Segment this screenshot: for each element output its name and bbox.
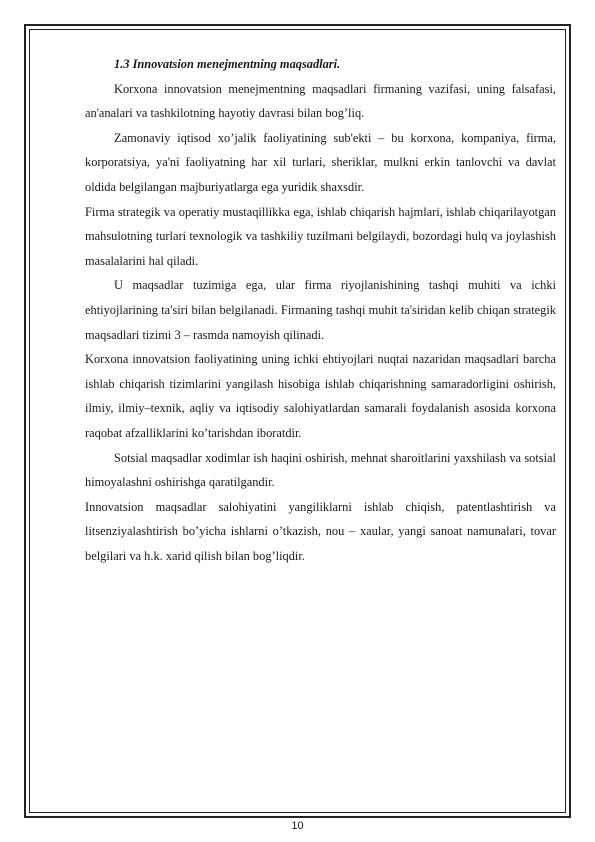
section-heading: 1.3 Innovatsion menejmentning maqsadlari. [114, 57, 341, 71]
document-body [85, 52, 556, 568]
paragraph-4: U maqsadlar tuzimiga ega, ular firma riyojlanishining tashqi muhiti va ichki ehtiyojlarining ta'siri bilan belgilanadi. Firmaning tashqi muhit ta'siridan kelib chiqan strategik maqsadlari tizimi 3 – rasmda namoyish qilinadi. [85, 278, 556, 342]
paragraph-3: Firma strategik va operatiy mustaqillikka ega, ishlab chiqarish hajmlari, ishlab chiqarilayotgan mahsulotning turlari texnologik va tashkiliy tuzilmani belgilaydi, bozordagi hulq va joylashish masalalarini hal qiladi. [85, 204, 556, 268]
paragraph-6: Sotsial maqsadlar xodimlar ish haqini oshirish, mehnat sharoitlarini yaxshilash va sotsial himoyalashni oshirishga qaratilgandir. [85, 450, 556, 490]
paragraph-2: Zamonaviy iqtisod xo’jalik faoliyatining sub'ekti – bu korxona, kompaniya, firma, korporatsiya, ya'ni faoliyatning har xil turlari, sheriklar, mulkni erkin tanlovchi va davlat oldida belgilangan majburiyatlarga ega yuridik shaxsdir. [85, 130, 556, 194]
paragraph-7: Innovatsion maqsadlar salohiyatini yangiliklarni ishlab chiqish, patentlashtirish va litsenziyalashtirish bo’yicha ishlarni o’tkazish, nou – xaular, yangi sanoat namunalari, tovar belgilari va h.k. xarid qilish bilan bog’liqdir. [85, 499, 556, 563]
page-number: 10 [291, 820, 304, 832]
paragraph-1: Korxona innovatsion menejmentning maqsadlari firmaning vazifasi, uning falsafasi, an'analari va tashkilotning hayotiy davrasi bilan bog’liq. [85, 81, 556, 121]
paragraph-5: Korxona innovatsion faoliyatining uning ichki ehtiyojlari nuqtai nazaridan maqsadlari barcha ishlab chiqarish tizimlarini yangilash hisobiga ishlab chiqarishning samaradorligini oshirish, ilmiy, ilmiy–texnik, aqliy va iqtisodiy salohiyatlardan samarali foydalanish asosida korxona raqobat afzalliklarini ko’tarishdan iboratdir. [85, 352, 556, 440]
